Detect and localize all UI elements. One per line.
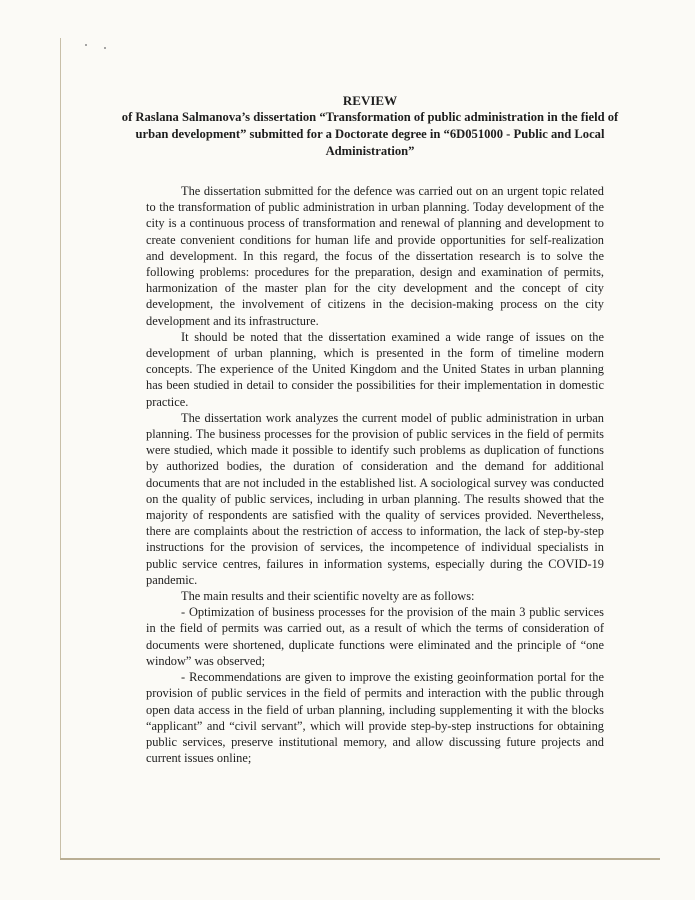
scan-speck [104,47,106,49]
document-header [120,92,620,160]
paragraph: The dissertation submitted for the defence was carried out on an urgent topic related to the transformation of public administration in urban planning. Today development of the city is a continuous process of transformation and renewal of planning and development to create convenient conditions for human life and provide opportunities for self-realization and development. In this regard, the focus of the dissertation research is to solve the following problems: procedures for the preparation, design and examination of permits, harmonization of the master plan for the city development and the concept of city development, the involvement of citizens in the decision-making process on the city development and its infrastructure. [146,184,604,328]
scan-speck [85,44,87,46]
page-edge-left [60,38,61,858]
paragraph: - Recommendations are given to improve the existing geoinformation portal for the provision of public services in the field of permits and interaction with the public through open data access in the field of urban planning, including supplementing it with the blocks “applicant” and “civil servant”, which will provide step-by-step instructions for obtaining public services, preserve institutional memory, and allow discussing future projects and current issues online; [146,670,604,766]
document-body [146,183,604,766]
paragraph: It should be noted that the dissertation examined a wide range of issues on the development of urban planning, which is presented in the form of timeline modern concepts. The experience of the United Kingdom and the United States in urban planning has been studied in detail to consider the possibilities for their implementation in domestic practice. [146,329,604,409]
document-title: REVIEW [342,93,398,108]
paragraph: The main results and their scientific novelty are as follows: [181,589,475,604]
page-edge-bottom [60,858,660,860]
paragraph: - Optimization of business processes for the provision of the main 3 public services in the field of permits was carried out, as a result of which the terms of consideration of documents were shortened, duplicate functions were eliminated and the principle of “one window” was observed; [146,605,604,668]
paragraph: The dissertation work analyzes the current model of public administration in urban planning. The business processes for the provision of public services in the field of permits were studied, which made it possible to identify such problems as duplication of functions by authorized bodies, the duration of consideration and the demand for additional documents that are not included in the established list. A sociological survey was conducted on the quality of public services, including in urban planning. The results showed that the majority of respondents are satisfied with the quality of services provided. Nevertheless, there are complaints about the restriction of access to information, the lack of step-by-step instructions for the provision of services, the incompetence of individual specialists in public service centres, failures in information systems, especially during the COVID-19 pandemic. [146,410,604,587]
document-subtitle: of Raslana Salmanova’s dissertation “Transformation of public administration in the field of urban development” submitted for a Doctorate degree in “6D051000 - Public and Local Administration” [121,110,619,158]
